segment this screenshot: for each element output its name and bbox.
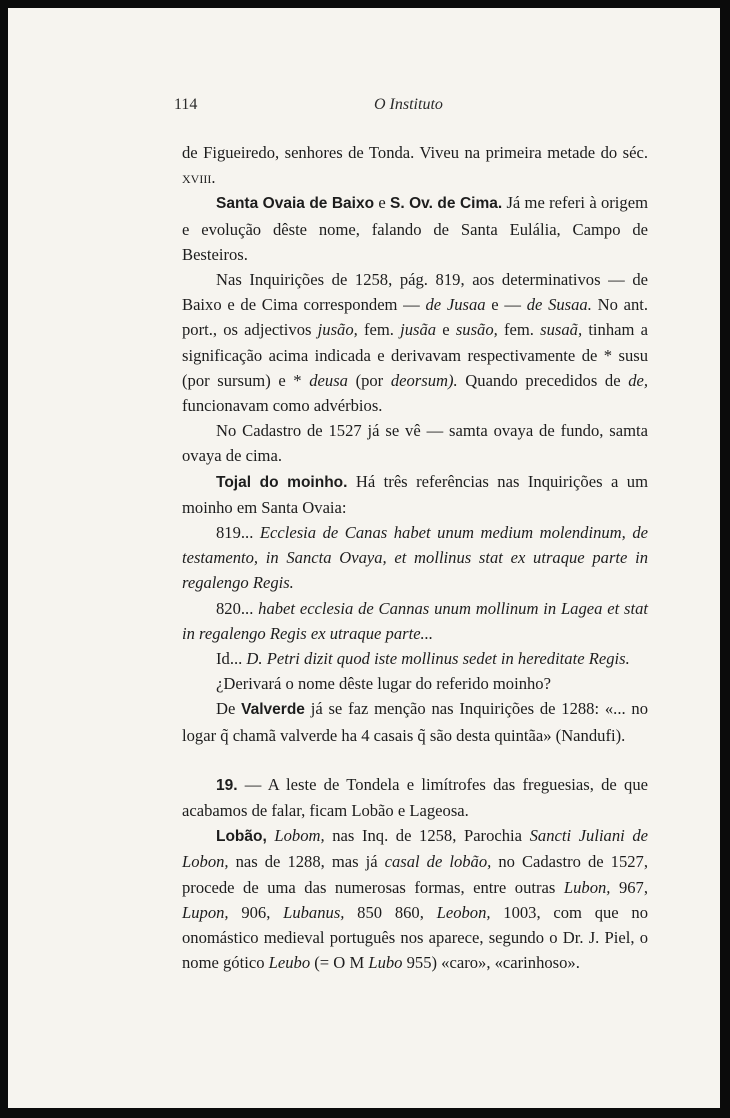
text-run: 955) «caro», «carinhoso». xyxy=(402,953,580,973)
text-run: fem. xyxy=(497,320,541,340)
heading-term: 19. xyxy=(216,776,238,794)
text-run: nas de 1288, mas já xyxy=(228,852,385,872)
text-run: (= O M xyxy=(310,953,369,973)
text-run: 820... xyxy=(216,598,259,618)
text-run: já se faz menção nas Inquirições de 1288: «... no logar q̃ chamã valverde ha 4 casais q̃ são desta quintãa» (Nandufi). xyxy=(182,699,648,745)
text-run: e xyxy=(436,320,456,340)
text-run: Quando precedidos de xyxy=(457,370,629,390)
italic-term: Lupon, xyxy=(182,902,229,922)
italic-term: Lobom, xyxy=(274,826,325,846)
paragraph-p5 xyxy=(182,469,648,520)
italic-term: de Jusaa xyxy=(425,295,486,315)
italic-term: casal de lobão, xyxy=(384,852,492,872)
italic-term: de Susaa. xyxy=(526,295,592,315)
text-run: e — xyxy=(485,295,527,315)
paragraph-p1 xyxy=(182,140,648,190)
paragraph-p4 xyxy=(182,418,648,468)
paragraph-p6 xyxy=(182,520,648,596)
italic-term: susão, xyxy=(455,320,498,340)
text-run: nas Inq. de 1258, Parochia xyxy=(324,826,530,846)
italic-term: Lubon, xyxy=(563,877,611,897)
heading-term: Santa Ovaia de Baixo xyxy=(216,195,375,213)
paragraph-p10 xyxy=(182,696,648,747)
text-run: — A leste de Tondela e limítrofes das freguesias, de que acabamos de falar, ficam Lobão e Lageosa. xyxy=(182,774,648,821)
paragraph-p8 xyxy=(182,646,648,671)
italic-term: jusão, xyxy=(317,320,358,340)
text-run: 1003, com que no onomástico medieval português nos aparece, segundo o Dr. J. Piel, o nome gótico xyxy=(182,902,648,973)
italic-term: Lubanus, xyxy=(283,902,345,922)
italic-term: habet ecclesia de Cannas unum mollinum in Lagea et stat in regalengo Regis ex utraque parte... xyxy=(182,598,649,643)
text-run: Há três referências nas Inquirições a um moinho em Santa Ovaia: xyxy=(182,471,648,517)
italic-term: D. Petri dizit quod iste mollinus sedet in hereditate Regis. xyxy=(246,649,630,669)
italic-term: jusãa xyxy=(400,320,437,340)
text-run: 850 860, xyxy=(344,902,437,922)
paragraph-p7 xyxy=(182,596,648,646)
italic-term: Leobon, xyxy=(436,902,491,922)
paragraph-p12 xyxy=(182,823,648,975)
heading-term: Valverde xyxy=(241,701,305,719)
running-title: O Instituto xyxy=(374,96,443,113)
text-run: tinham a significação acima indicada e derivavam respectivamente de * susu (por sursum) e * xyxy=(182,320,648,390)
italic-term: deorsum). xyxy=(390,370,458,390)
paragraph-p11 xyxy=(182,772,648,823)
paragraph-p2 xyxy=(182,190,648,267)
text-run: 819... xyxy=(216,523,260,543)
body-text xyxy=(182,140,648,976)
text-run: e xyxy=(374,193,391,213)
italic-term: susaã, xyxy=(540,320,583,340)
text-run: (por xyxy=(347,370,391,390)
text-run: . xyxy=(211,168,216,188)
text-run: No Cadastro de 1527 já se vê — samta ovaya de fundo, samta ovaya de cima. xyxy=(182,421,648,466)
text-run: De xyxy=(216,699,242,719)
page-number: 114 xyxy=(174,96,198,113)
text-run: ¿Derivará o nome dêste lugar do referido moinho? xyxy=(216,674,551,694)
text-run: de Figueiredo, senhores de Tonda. Viveu na primeira metade do séc. xyxy=(182,143,648,162)
italic-term: deusa xyxy=(309,370,348,390)
text-run: xviii xyxy=(182,168,212,188)
text-run: No ant. port., os adjectivos xyxy=(182,295,649,340)
text-run: Id... xyxy=(216,649,247,669)
book-page xyxy=(8,8,720,1108)
heading-term: Tojal do moinho. xyxy=(216,473,348,491)
italic-term: de, xyxy=(628,370,649,390)
italic-term: Sancti Juliani de Lobon, xyxy=(182,826,648,872)
italic-term: Ecclesia de Canas habet unum medium molendinum, de testamento, in Sancta Ovaya, et mollinus stat ex utraque parte in regalengo Regis. xyxy=(182,523,649,593)
text-run: no Cadastro de 1527, procede de uma das numerosas formas, entre outras xyxy=(182,852,648,897)
heading-term: S. Ov. de Cima. xyxy=(390,195,503,213)
text-run: funcionavam como advérbios. xyxy=(182,396,383,416)
heading-term: Lobão, xyxy=(216,828,267,846)
italic-term: Leubo xyxy=(268,953,311,973)
text-run: Já me referi à origem e evolução dêste nome, falando de Santa Eulália, Campo de Besteiros. xyxy=(182,193,648,264)
running-header xyxy=(174,96,648,118)
paragraph-p3 xyxy=(182,267,648,418)
text-run: fem. xyxy=(357,320,401,340)
paragraph-p9 xyxy=(182,671,648,696)
text-run: Nas Inquirições de 1258, pág. 819, aos determinativos — de Baixo e de Cima correspondem — xyxy=(182,270,648,315)
text-run: 906, xyxy=(228,902,284,922)
text-run: 967, xyxy=(610,877,649,897)
italic-term: Lubo xyxy=(368,953,403,973)
